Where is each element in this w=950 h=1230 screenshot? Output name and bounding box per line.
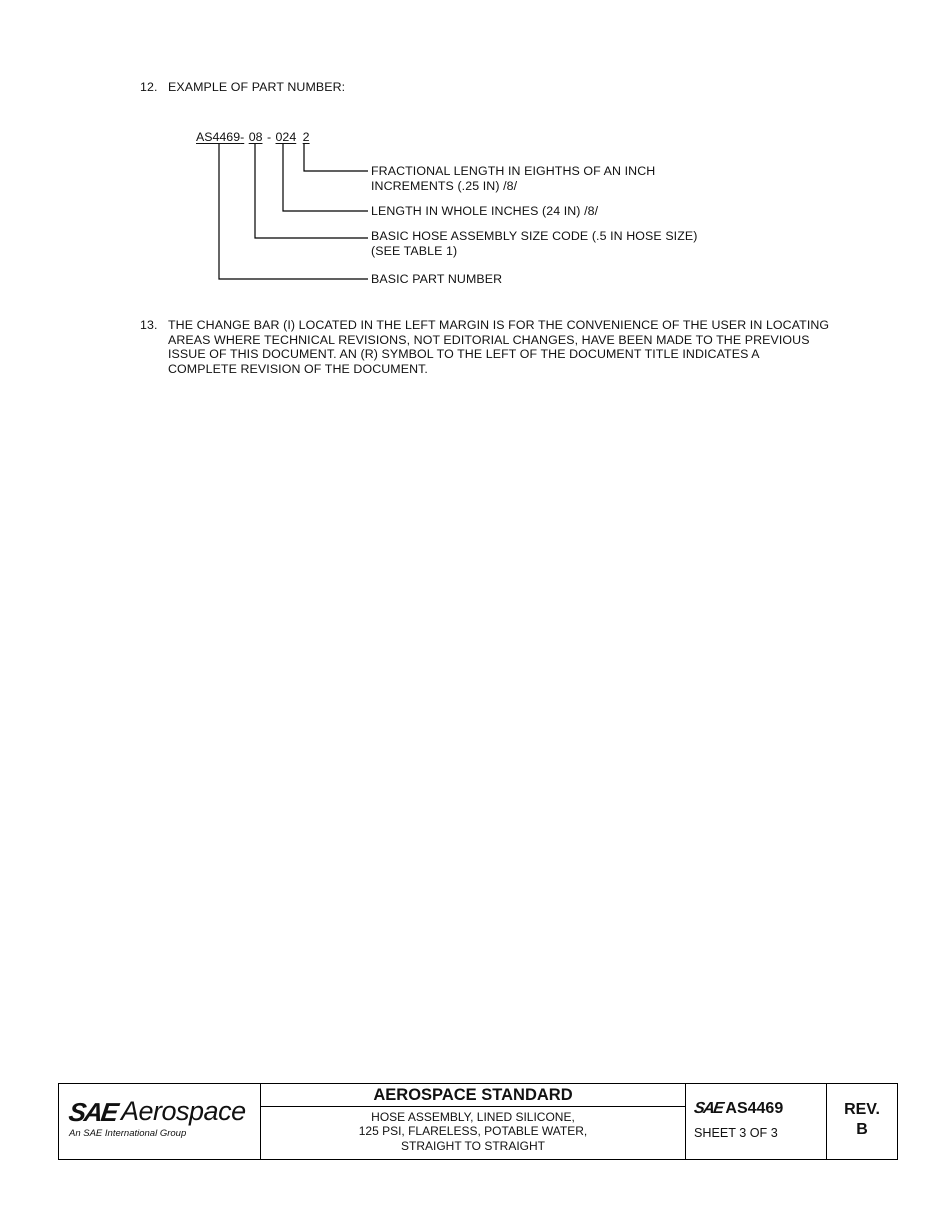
title-cell: [261, 1084, 686, 1159]
item-13-number: 13.: [140, 318, 158, 332]
item-12-number: 12.: [140, 80, 158, 94]
doc-number-cell: [686, 1084, 827, 1159]
part-number-size: 08: [248, 130, 263, 144]
item-13-line: COMPLETE REVISION OF THE DOCUMENT.: [168, 361, 428, 376]
part-number-fraction: 2: [302, 130, 310, 144]
item-13-line: ISSUE OF THIS DOCUMENT. AN (R) SYMBOL TO THE LEFT OF THE DOCUMENT TITLE INDICATES A: [168, 347, 760, 362]
callout-fraction-line2: INCREMENTS (.25 IN) /8/: [371, 178, 518, 193]
part-number-prefix: AS4469: [196, 130, 241, 144]
sheet-number: SHEET 3 OF 3: [694, 1126, 778, 1140]
title-block: [58, 1083, 898, 1160]
description-line: STRAIGHT TO STRAIGHT: [400, 1138, 546, 1153]
item-13-paragraph: [168, 318, 848, 376]
item-13-line: THE CHANGE BAR (I) LOCATED IN THE LEFT MARGIN IS FOR THE CONVENIENCE OF THE USER IN LOCATING: [168, 318, 830, 332]
item-13-line: AREAS WHERE TECHNICAL REVISIONS, NOT EDITORIAL CHANGES, HAVE BEEN MADE TO THE PREVIOUS: [168, 332, 810, 347]
leader-size: [255, 144, 368, 238]
callout-basic: BASIC PART NUMBER: [371, 272, 503, 286]
document-description: [261, 1110, 685, 1153]
sae-logo: SAE: [66, 1097, 119, 1127]
doc-number-row: [694, 1100, 783, 1118]
part-number-sep2: -: [266, 130, 272, 144]
callout-size-line1: BASIC HOSE ASSEMBLY SIZE CODE (.5 IN HOSE SIZE): [371, 229, 698, 243]
part-number-length: 024: [275, 130, 297, 144]
item-12-title: EXAMPLE OF PART NUMBER:: [168, 80, 346, 94]
logo-cell: [59, 1084, 261, 1159]
part-number-sep1: -: [240, 130, 245, 144]
rev-label: REV.: [844, 1101, 880, 1118]
revision: [827, 1100, 897, 1140]
description-line: HOSE ASSEMBLY, LINED SILICONE,: [371, 1110, 575, 1124]
aerospace-logo-text: Aerospace: [121, 1096, 246, 1126]
rev-value: B: [856, 1121, 868, 1138]
leader-fraction: [304, 144, 368, 171]
callout-length: LENGTH IN WHOLE INCHES (24 IN) /8/: [371, 204, 599, 218]
description-line: 125 PSI, FLARELESS, POTABLE WATER,: [358, 1124, 588, 1139]
document-number: AS4469: [725, 1100, 784, 1117]
callout-size-line2: (SEE TABLE 1): [371, 243, 458, 258]
sae-mini-logo: SAE: [692, 1100, 724, 1117]
callout-fraction-line1: FRACTIONAL LENGTH IN EIGHTHS OF AN INCH: [371, 164, 656, 178]
standard-title: AEROSPACE STANDARD: [261, 1084, 685, 1107]
revision-cell: [827, 1084, 897, 1159]
leader-length: [283, 144, 368, 211]
logo-subtitle: An SAE International Group: [69, 1128, 187, 1139]
